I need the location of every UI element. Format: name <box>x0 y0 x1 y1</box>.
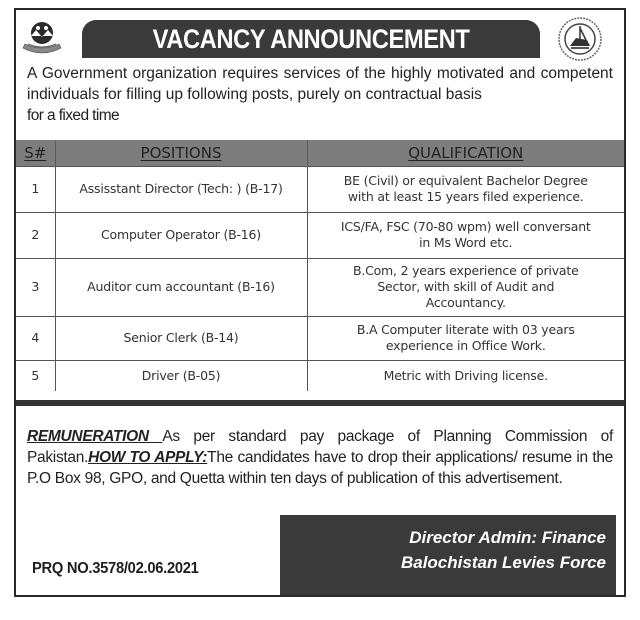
serial-cell: 5 <box>16 360 55 391</box>
vacancy-table <box>16 140 624 391</box>
qualification-cell <box>307 360 624 391</box>
qualification-line: with at least 15 years filed experience. <box>347 189 584 204</box>
qualification-line: Sector, with skill of Audit and <box>377 279 555 294</box>
title-banner <box>82 20 540 58</box>
table-header-row <box>16 140 624 166</box>
position-cell: Senior Clerk (B-14) <box>55 316 307 360</box>
serial-cell: 3 <box>16 258 55 316</box>
header-serial: S# <box>16 140 55 166</box>
balochistan-emblem-icon <box>20 18 64 58</box>
signatory-block <box>280 515 616 595</box>
signatory-organization: Balochistan Levies Force <box>400 553 606 572</box>
table-row <box>16 166 624 212</box>
qualification-cell <box>307 258 624 316</box>
how-to-apply-label: HOW TO APPLY: <box>88 449 208 466</box>
serial-cell: 1 <box>16 166 55 212</box>
page-title: VACANCY ANNOUNCEMENT <box>152 23 470 54</box>
remuneration-text: As per standard pay package of Planning Commission of Pakistan. <box>27 428 613 466</box>
qualification-cell <box>307 212 624 258</box>
qualification-line: ICS/FA, FSC (70-80 wpm) well conversant <box>340 219 591 234</box>
qualification-line: B.Com, 2 years experience of private <box>352 263 579 278</box>
remuneration-label: REMUNERATION <box>27 428 163 445</box>
serial-cell: 4 <box>16 316 55 360</box>
qualification-line: in Ms Word etc. <box>419 235 513 250</box>
qualification-line: B.A Computer literate with 03 years <box>356 322 575 337</box>
intro-text: A Government organization requires services of the highly motivated and competent individuals for filling up following posts, purely on contractual basis <box>27 65 613 103</box>
table-row <box>16 258 624 316</box>
table-row <box>16 212 624 258</box>
header-positions: POSITIONS <box>55 140 307 166</box>
qualification-line: Accountancy. <box>425 295 506 310</box>
serial-cell: 2 <box>16 212 55 258</box>
how-to-apply-text: The candidates have to drop their applications/ resume in the P.O Box 98, GPO, and Quetta within ten days of publication of this advertisement. <box>27 449 613 487</box>
qualification-line: experience in Office Work. <box>385 338 546 353</box>
position-cell: Computer Operator (B-16) <box>55 212 307 258</box>
prq-number: PRQ NO.3578/02.06.2021 <box>32 560 199 577</box>
signatory-title: Director Admin: Finance <box>409 528 606 547</box>
table-row <box>16 360 624 391</box>
position-cell: Driver (B-05) <box>55 360 307 391</box>
qualification-line: BE (Civil) or equivalent Bachelor Degree <box>343 173 588 188</box>
intro-last-line: for a fixed time <box>27 107 120 124</box>
section-divider <box>16 400 624 406</box>
qualification-line: Metric with Driving license. <box>383 367 548 383</box>
header-qualification: QUALIFICATION <box>307 140 624 166</box>
table-row <box>16 316 624 360</box>
qualification-cell <box>307 166 624 212</box>
terms-paragraph <box>27 426 613 489</box>
position-cell: Assisstant Director (Tech: ) (B-17) <box>55 166 307 212</box>
qualification-cell <box>307 316 624 360</box>
intro-paragraph <box>27 63 613 126</box>
levies-force-seal-icon <box>556 16 604 62</box>
position-cell: Auditor cum accountant (B-16) <box>55 258 307 316</box>
